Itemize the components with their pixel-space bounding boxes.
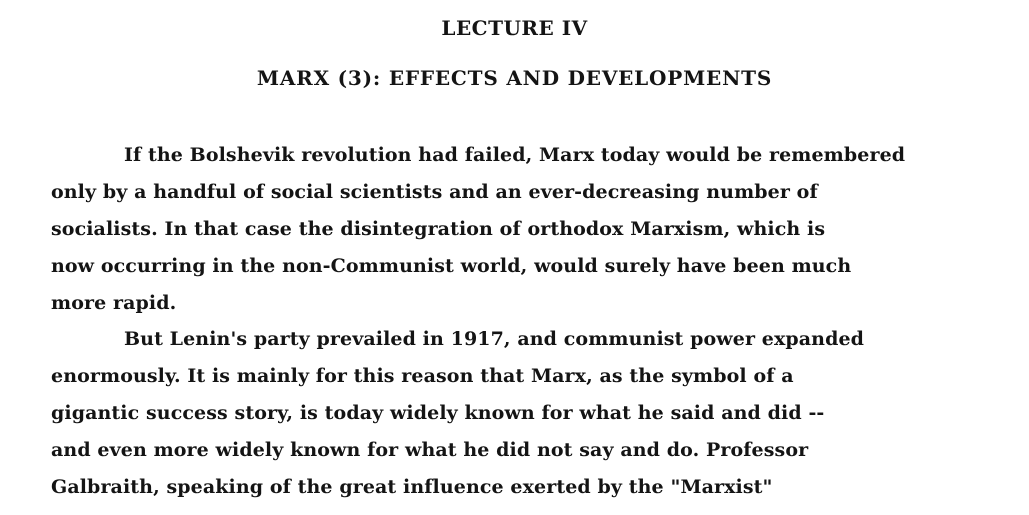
paragraph-1: [51, 137, 1026, 322]
chapter-heading: MARX (3): EFFECTS AND DEVELOPMENTS: [256, 66, 773, 90]
text-line: more rapid.: [51, 292, 177, 314]
text-line: only by a handful of social scientists and an ever-decreasing number of: [51, 181, 818, 203]
text-line: and even more widely known for what he did not say and do. Professor: [51, 439, 809, 461]
text-line: gigantic success story, is today widely known for what he said and did --: [51, 402, 825, 424]
text-line: But Lenin's party prevailed in 1917, and communist power expanded: [124, 328, 865, 350]
lecture-heading: LECTURE IV: [441, 16, 588, 40]
text-line: Galbraith, speaking of the great influence exerted by the "Marxist": [51, 476, 773, 498]
text-line: socialists. In that case the disintegration of orthodox Marxism, which is: [51, 218, 826, 240]
text-line: If the Bolshevik revolution had failed, Marx today would be remembered: [124, 144, 906, 166]
paragraph-2: [51, 321, 1026, 506]
text-line: now occurring in the non-Communist world, would surely have been much: [51, 255, 852, 277]
text-line: enormously. It is mainly for this reason that Marx, as the symbol of a: [51, 365, 794, 387]
